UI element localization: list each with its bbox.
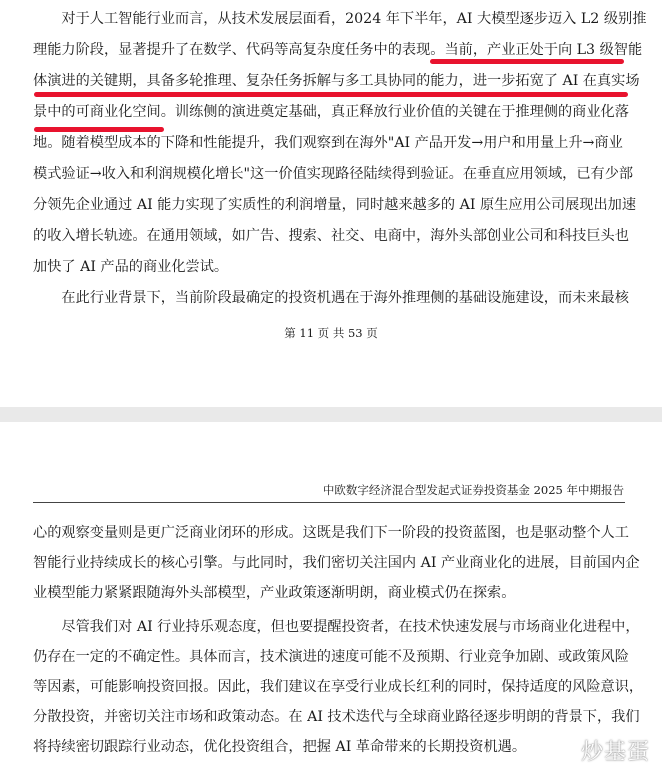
text-line: 地。随着模型成本的下降和性能提升，我们观察到在海外"AI 产品开发→用户和用量上升→商业 (33, 135, 623, 151)
text-line: 分散投资，并密切关注市场和政策动态。在 AI 技术迭代与全球商业路径逐步明朗的背景下，我们 (33, 709, 640, 725)
page-separator (0, 407, 662, 422)
text-line: 的收入增长轨迹。在通用领域，如广告、搜索、社交、电商中，海外头部创业公司和科技巨头也 (33, 228, 629, 244)
report-page-bottom (0, 422, 662, 772)
text-line: 智能行业持续成长的核心引擎。与此同时，我们密切关注国内 AI 产业商业化的进展，目前国内企 (33, 555, 640, 571)
text-line: 理能力阶段，显著提升了在数学、代码等高复杂度任务中的表现。当前，产业正处于向 L3 级智能 (33, 42, 643, 58)
text-line: 仍存在一定的不确定性。具体而言，技术演进的速度可能不及预期、行业竞争加剧、或政策风险 (33, 649, 629, 665)
watermark-logo: 炒基蛋 (580, 740, 650, 765)
text-line: 体演进的关键期，具备多轮推理、复杂任务拆解与多工具协同的能力，进一步拓宽了 AI 在真实场 (33, 73, 640, 89)
text-line: 景中的可商业化空间。训练侧的演进奠定基础，真正释放行业价值的关键在于推理侧的商业化落 (33, 104, 629, 120)
page-number-footer: 第 11 页 共 53 页 (284, 326, 378, 340)
text-line: 对于人工智能行业而言，从技术发展层面看，2024 年下半年，AI 大模型逐步迈入 L2 级别推 (33, 11, 647, 27)
text-line: 在此行业背景下，当前阶段最确定的投资机遇在于海外推理侧的基础设施建设，而未来最核 (33, 290, 629, 306)
text-line: 等因素，可能影响投资回报。因此，我们建议在享受行业成长红利的同时，保持适度的风险意识， (33, 679, 644, 695)
text-line: 加快了 AI 产品的商业化尝试。 (33, 259, 229, 275)
text-line: 尽管我们对 AI 行业持乐观态度，但也要提醒投资者，在技术快速发展与市场商业化进程中， (33, 619, 640, 635)
text-line: 业模型能力紧紧跟随海外头部模型，产业政策逐渐明朗，商业模式仍在探索。 (33, 585, 516, 601)
header-divider (33, 502, 625, 503)
text-line: 心的观察变量则是更广泛商业闭环的形成。这既是我们下一阶段的投资蓝图，也是驱动整个人工 (33, 525, 629, 541)
highlight-underline (34, 92, 628, 97)
highlight-underline (34, 127, 164, 132)
text-line: 分领先企业通过 AI 能力实现了实质性的利润增量，同时越来越多的 AI 原生应用公司展现出加速 (33, 197, 637, 213)
report-header: 中欧数字经济混合型发起式证券投资基金 2025 年中期报告 (322, 483, 624, 497)
highlight-underline (430, 59, 624, 64)
text-line: 将持续密切跟踪行业动态，优化投资组合，把握 AI 革命带来的长期投资机遇。 (33, 739, 527, 755)
text-line: 模式验证→收入和利润规模化增长"这一价值实现路径陆续得到验证。在垂直应用领域，已有少部 (33, 166, 634, 182)
